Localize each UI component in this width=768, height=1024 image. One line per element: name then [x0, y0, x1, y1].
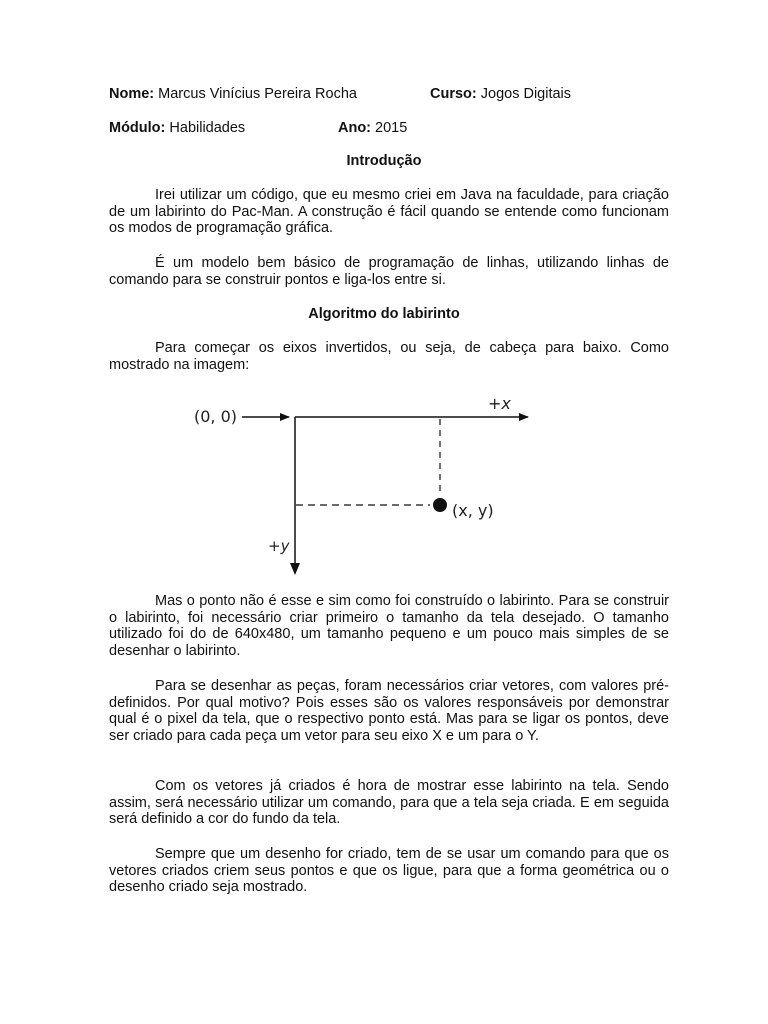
modulo-value: Habilidades	[169, 120, 246, 136]
algo-p1-text: Para começar os eixos invertidos, ou seja, de cabeça para baixo. Como mostrado na imagem:	[109, 340, 669, 373]
intro-p1-text: Irei utilizar um código, que eu mesmo criei em Java na faculdade, para criação de um labirinto do Pac-Man. A construção é fácil quando se entende como funcionam os modos de programação gráfica.	[109, 187, 669, 236]
intro-paragraph-2	[109, 255, 669, 288]
body-paragraph-3	[109, 778, 669, 828]
algo-title: Algoritmo do labirinto	[308, 306, 460, 322]
x-axis-label: +x	[488, 394, 511, 413]
point-marker	[433, 498, 447, 512]
intro-paragraph-1	[109, 187, 669, 237]
body-p4-text: Sempre que um desenho for criado, tem de se usar um comando para que os vetores criados criem seus pontos e que os ligue, para que a forma geométrica ou o desenho criado seja mostrado.	[109, 846, 669, 895]
intro-p2-text: É um modelo bem básico de programação de linhas, utilizando linhas de comando para se construir pontos e liga-los entre si.	[109, 255, 669, 288]
body-p2-text: Para se desenhar as peças, foram necessários criar vetores, com valores pré-definidos. Por qual motivo? Pois esses são os valores responsáveis por demonstrar qual é o pixel da tela, que o respectivo ponto está. Mas para se ligar os pontos, deve ser criado para cada peça um vetor para seu eixo X e um para o Y.	[109, 678, 669, 744]
coordinate-axes-diagram	[180, 385, 540, 585]
curso-value: Jogos Digitais	[480, 86, 572, 102]
algo-paragraph-1	[109, 340, 669, 373]
modulo-field	[109, 120, 245, 137]
curso-field	[430, 86, 571, 103]
body-paragraph-4	[109, 846, 669, 896]
body-p1-text: Mas o ponto não é esse e sim como foi construído o labirinto. Para se construir o labirinto, foi necessário criar primeiro o tamanho da tela desejado. O tamanho utilizado foi do de 640x480, um tamanho pequeno e um pouco mais simples de se desenhar o labirinto.	[109, 593, 669, 659]
curso-label: Curso:	[430, 86, 477, 102]
ano-value: 2015	[375, 120, 408, 136]
body-paragraph-2	[109, 678, 669, 744]
ano-field	[338, 120, 407, 137]
intro-title: Introdução	[346, 153, 422, 169]
nome-value: Marcus Vinícius Pereira Rocha	[158, 86, 357, 102]
origin-label: (0, 0)	[194, 407, 238, 426]
nome-label: Nome:	[109, 86, 155, 102]
y-axis-label: +y	[268, 537, 290, 555]
nome-field	[109, 86, 357, 103]
ano-label: Ano:	[338, 120, 372, 136]
y-axis-arrowhead	[290, 563, 300, 575]
body-paragraph-1	[109, 593, 669, 659]
point-label: (x, y)	[452, 501, 494, 520]
modulo-label: Módulo:	[109, 120, 166, 136]
body-p3-text: Com os vetores já criados é hora de mostrar esse labirinto na tela. Sendo assim, será necessário utilizar um comando, para que a tela seja criada. E em seguida será definido a cor do fundo da tela.	[109, 778, 669, 827]
